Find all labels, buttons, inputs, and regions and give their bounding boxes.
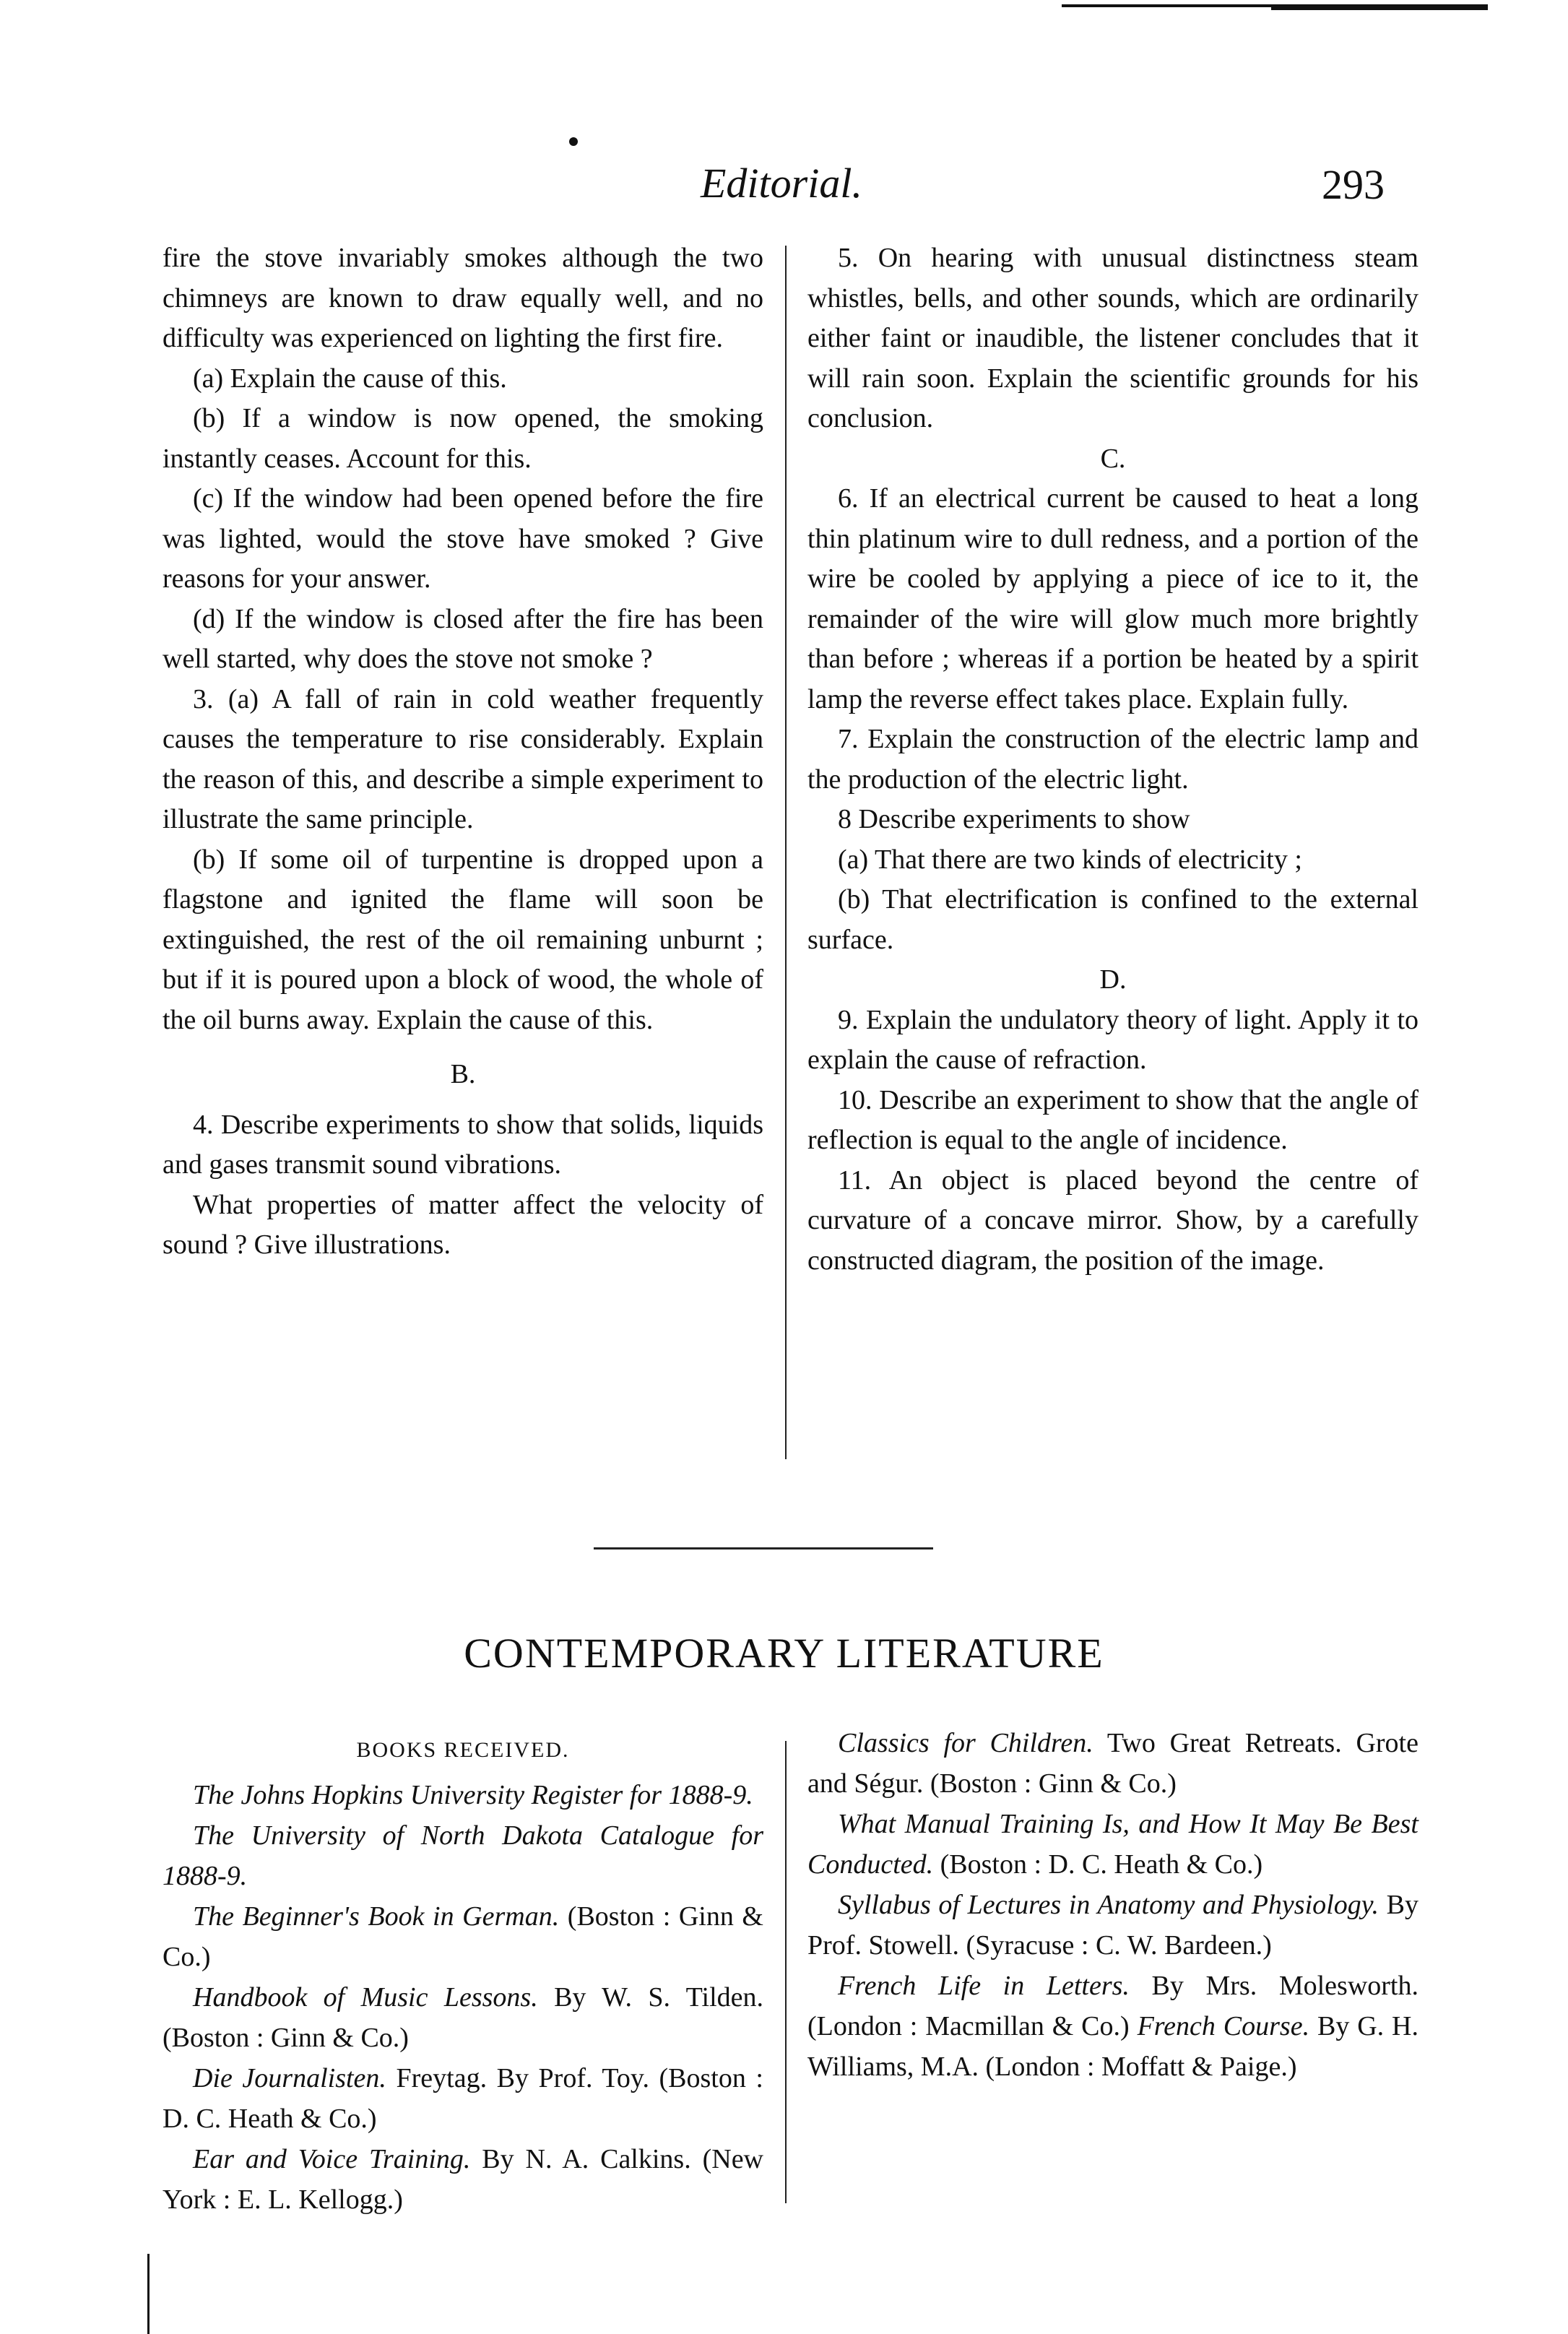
paragraph: 8 Describe experiments to show <box>838 804 1190 834</box>
book-details: By Mrs. Molesworth. (London : Macmillan & Co.) <box>807 1971 1418 2041</box>
paragraph: (b) That electrification is confined to the external surface. <box>807 884 1418 955</box>
paragraph: (c) If the window had been opened before the fire was lighted, would the stove have smoked ? Give reasons for your answer. <box>163 483 763 594</box>
column-divider <box>785 1741 787 2203</box>
book-details: (Boston : Ginn & Co.) <box>163 1901 763 1972</box>
book-title: Handbook of Music Lessons. <box>193 1982 538 2013</box>
paragraph: What properties of matter affect the velocity of sound ? Give illustrations. <box>163 1189 763 1260</box>
paragraph: 3. (a) A fall of rain in cold weather frequently causes the temperature to rise considerably. Explain the reason of this, and describe a simple experiment to illustrate the same principle. <box>163 683 763 834</box>
paragraph: (b) If some oil of turpentine is dropped upon a flagstone and ignited the flame will soon be extinguished, the rest of the oil remaining unburnt ; but if it is poured upon a block of wood, the whole of the oil burns away. Explain the cause of this. <box>163 844 763 1035</box>
book-entry <box>807 1723 1418 1804</box>
paragraph: 10. Describe an experiment to show that the angle of reflection is equal to the angle of incidence. <box>807 1084 1418 1155</box>
column-divider <box>785 246 787 1459</box>
book-entry <box>807 1966 1418 2087</box>
book-entry <box>807 1885 1418 1966</box>
section-rule <box>594 1547 933 1549</box>
paragraph: 7. Explain the construction of the electric lamp and the production of the electric light. <box>807 724 1418 795</box>
ornament-dot <box>569 137 578 146</box>
book-title: The Johns Hopkins University Register for 1888-9. <box>193 1780 753 1810</box>
section-letter: D. <box>1099 964 1127 995</box>
paragraph: (a) That there are two kinds of electricity ; <box>838 844 1302 875</box>
left-column <box>163 238 763 1266</box>
paragraph: (d) If the window is closed after the fire has been well started, why does the stove not smoke ? <box>163 603 763 674</box>
section-letter: C. <box>1100 443 1126 474</box>
book-entry <box>163 1896 763 1977</box>
paragraph: (b) If a window is now opened, the smoking instantly ceases. Account for this. <box>163 403 763 474</box>
book-details: Freytag. By Prof. Toy. (Boston : D. C. Heath & Co.) <box>163 2063 763 2134</box>
book-entry <box>807 1804 1418 1885</box>
book-title: The Beginner's Book in German. <box>193 1901 560 1932</box>
books-left-column <box>163 1730 763 2220</box>
books-right-column <box>807 1723 1418 2087</box>
section-letter: B. <box>450 1059 476 1089</box>
book-details: Two Great Retreats. Grote and Ségur. (Boston : Ginn & Co.) <box>807 1728 1418 1799</box>
book-title: French Course. <box>1137 2011 1310 2041</box>
book-details: By W. S. Tilden. (Boston : Ginn & Co.) <box>163 1982 764 2053</box>
book-title: Ear and Voice Training. <box>193 2144 471 2174</box>
page-number: 293 <box>1322 161 1385 208</box>
book-title: Die Journalisten. <box>193 2063 386 2093</box>
book-title: French Life in Letters. <box>838 1971 1130 2001</box>
book-entry <box>163 1815 763 1896</box>
book-entry <box>163 2139 763 2220</box>
book-entry <box>163 1775 763 1815</box>
book-details: By Prof. Stowell. (Syracuse : C. W. Bardeen.) <box>807 1890 1418 1961</box>
book-entry <box>163 1977 763 2058</box>
book-title: What Manual Training Is, and How It May Be Best Conducted. <box>807 1809 1418 1880</box>
book-details: By G. H. Williams, M.A. (London : Moffatt & Paige.) <box>807 2011 1418 2082</box>
right-column <box>807 238 1418 1281</box>
paragraph: 11. An object is placed beyond the centre of curvature of a concave mirror. Show, by a carefully constructed diagram, the position of the image. <box>807 1164 1418 1276</box>
book-title: Classics for Children. <box>838 1728 1093 1758</box>
paragraph: (a) Explain the cause of this. <box>193 363 507 394</box>
paragraph: 4. Describe experiments to show that solids, liquids and gases transmit sound vibrations. <box>163 1109 763 1180</box>
paragraph: 6. If an electrical current be caused to heat a long thin platinum wire to dull redness, and a portion of the wire be cooled by applying a piece of ice to it, the remainder of the wire will glow much more brightly than before ; whereas if a portion be heated by a spirit lamp the reverse effect takes place. Explain fully. <box>807 483 1418 714</box>
top-edge-rule-thick <box>1271 7 1488 10</box>
book-entry <box>163 2058 763 2139</box>
books-received-heading: BOOKS RECEIVED. <box>356 1738 570 1762</box>
book-details: By N. A. Calkins. (New York : E. L. Kellogg.) <box>163 2144 764 2215</box>
running-title: Editorial. <box>701 160 862 207</box>
margin-mark <box>147 2254 150 2334</box>
book-title: The University of North Dakota Catalogue for 1888-9. <box>163 1820 763 1891</box>
book-details: (Boston : D. C. Heath & Co.) <box>933 1849 1263 1880</box>
paragraph: 9. Explain the undulatory theory of light. Apply it to explain the cause of refraction. <box>807 1004 1418 1075</box>
book-title: Syllabus of Lectures in Anatomy and Physiology. <box>838 1890 1379 1920</box>
paragraph: 5. On hearing with unusual distinctness steam whistles, bells, and other sounds, which are ordinarily either faint or inaudible, the listener concludes that it will rain soon. Explain the scientific grounds for his conclusion. <box>807 243 1418 433</box>
paragraph: fire the stove invariably smokes although the two chimneys are known to draw equally well, and no difficulty was experienced on lighting the first fire. <box>163 243 763 353</box>
section-heading: CONTEMPORARY LITERATURE <box>464 1630 1104 1677</box>
